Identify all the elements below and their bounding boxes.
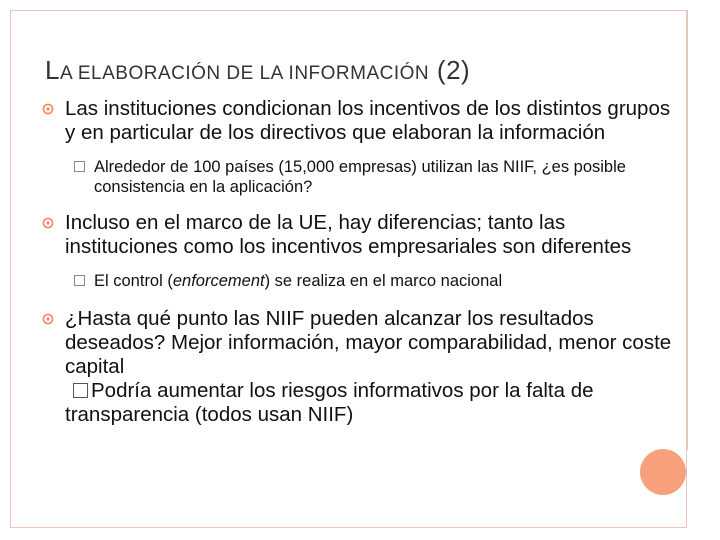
- bullet-1-text: Las instituciones condicionan los incentivos de los distintos grupos y en particular de los directivos que elaboran la información: [65, 97, 671, 144]
- sub-bullet-2-suffix: ) se realiza en el marco nacional: [264, 272, 503, 290]
- sun-bullet-icon: [42, 103, 54, 115]
- square-bullet-icon: [74, 161, 85, 172]
- title-first-letter: L: [45, 55, 60, 85]
- square-bullet-icon: [74, 275, 85, 286]
- sub-bullet-2: [42, 271, 682, 291]
- title-rest: A ELABORACIÓN DE LA INFORMACIÓN: [59, 63, 430, 84]
- bullet-3: [42, 307, 682, 427]
- sun-bullet-icon: [42, 313, 54, 325]
- bullet-3-inline-sub: Podría aumentar los riesgos informativos por la falta de transparencia (todos usan NIIF): [65, 379, 594, 426]
- square-bullet-icon: [73, 383, 88, 398]
- bullet-2-text: Incluso en el marco de la UE, hay diferencias; tanto las instituciones como los incentivos empresariales son diferentes: [65, 211, 632, 258]
- slide-title: [45, 55, 470, 86]
- sun-bullet-icon: [42, 217, 54, 229]
- bullet-2: [42, 211, 682, 259]
- decorative-side-line: [687, 10, 688, 450]
- sub-bullet-1-text: Alrededor de 100 países (15,000 empresas) utilizan las NIIF, ¿es posible consistencia en la aplicación?: [94, 158, 626, 196]
- bullet-1: [42, 97, 682, 145]
- sub-bullet-2-prefix: El control (: [94, 272, 173, 290]
- sub-bullet-2-italic: enforcement: [172, 272, 265, 290]
- bullet-3-text: ¿Hasta qué punto las NIIF pueden alcanzar los resultados deseados? Mejor información, mayor comparabilidad, menor coste capital: [65, 307, 672, 378]
- title-number: (2): [436, 55, 471, 85]
- slide-content: [42, 97, 682, 427]
- sub-bullet-1: [42, 157, 682, 197]
- decorative-circle: [640, 449, 686, 495]
